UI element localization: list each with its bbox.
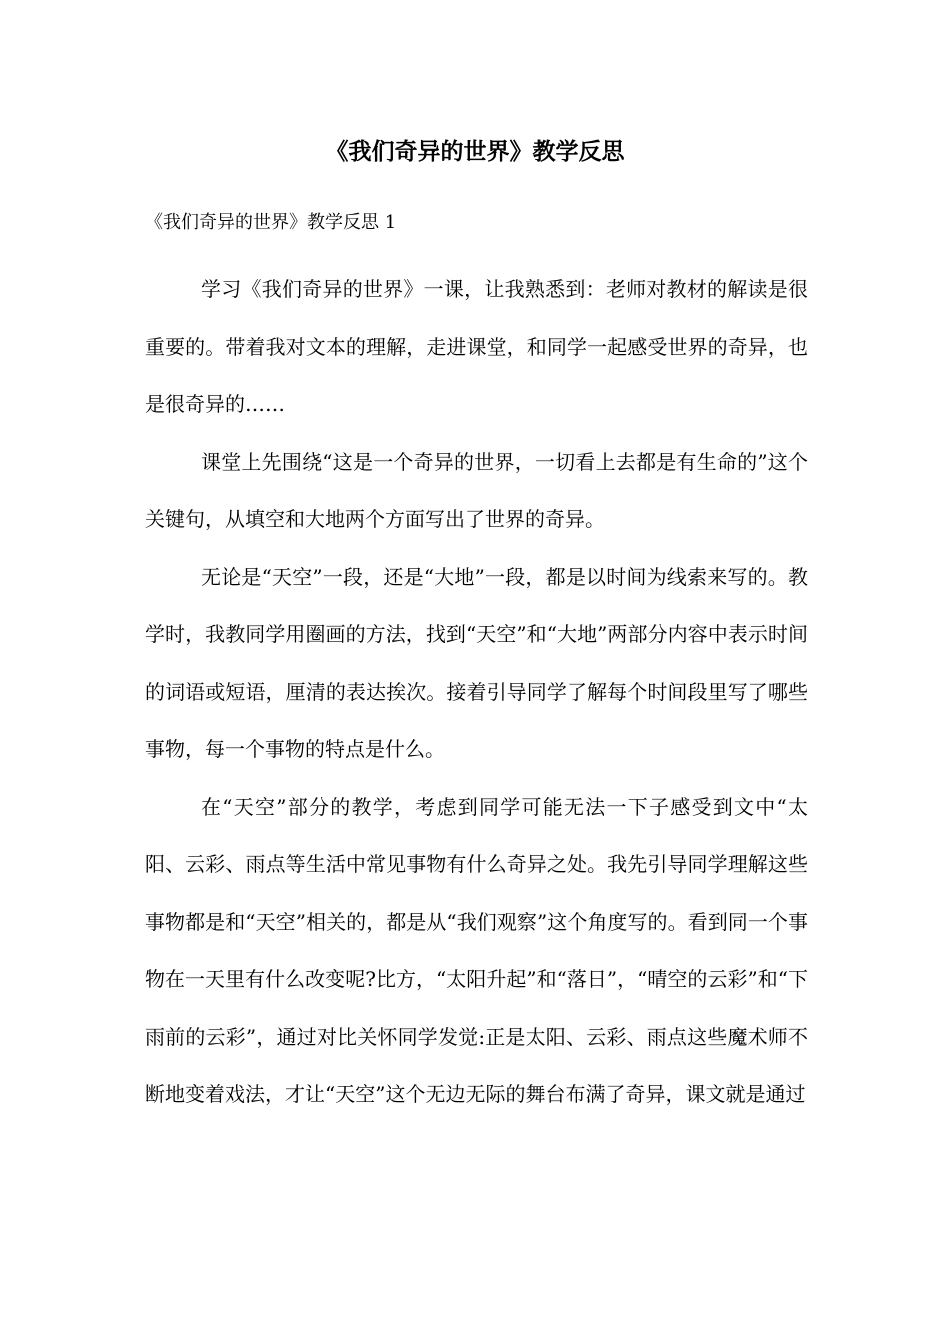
document-title: 《我们奇异的世界》教学反思 xyxy=(325,138,625,165)
paragraph: 学习《我们奇异的世界》一课，让我熟悉到：老师对教材的解读是很重要的。带着我对文本的理解，走进课堂，和同学一起感受世界的奇异，也是很奇异的…… xyxy=(145,277,808,416)
paragraph: 课堂上先围绕“这是一个奇异的世界，一切看上去都是有生命的”这个关键句，从填空和大地两个方面写出了世界的奇异。 xyxy=(145,449,808,531)
paragraph: 无论是“天空”一段，还是“大地”一段，都是以时间为线索来写的。教学时，我教同学用圈画的方法，找到“天空”和“大地”两部分内容中表示时间的词语或短语，厘清的表达挨次。接着引导同学了解每个时间段里写了哪些事物，每一个事物的特点是什么。 xyxy=(145,564,808,761)
section-heading: 《我们奇异的世界》教学反思 1 xyxy=(145,212,397,233)
paragraph: 在“天空”部分的教学，考虑到同学可能无法一下子感受到文中“太阳、云彩、雨点等生活中常见事物有什么奇异之处。我先引导同学理解这些事物都是和“天空”相关的，都是从“我们观察”这个角度写的。看到同一个事物在一天里有什么改变呢?比方，“太阳升起”和“落日”，“晴空的云彩”和“下雨前的云彩”，通过对比关怀同学发觉:正是太阳、云彩、雨点这些魔术师不断地变着戏法，才让“天空”这个无边无际的舞台布满了奇异，课文就是通过 xyxy=(145,794,808,1106)
document-body xyxy=(145,261,808,1124)
